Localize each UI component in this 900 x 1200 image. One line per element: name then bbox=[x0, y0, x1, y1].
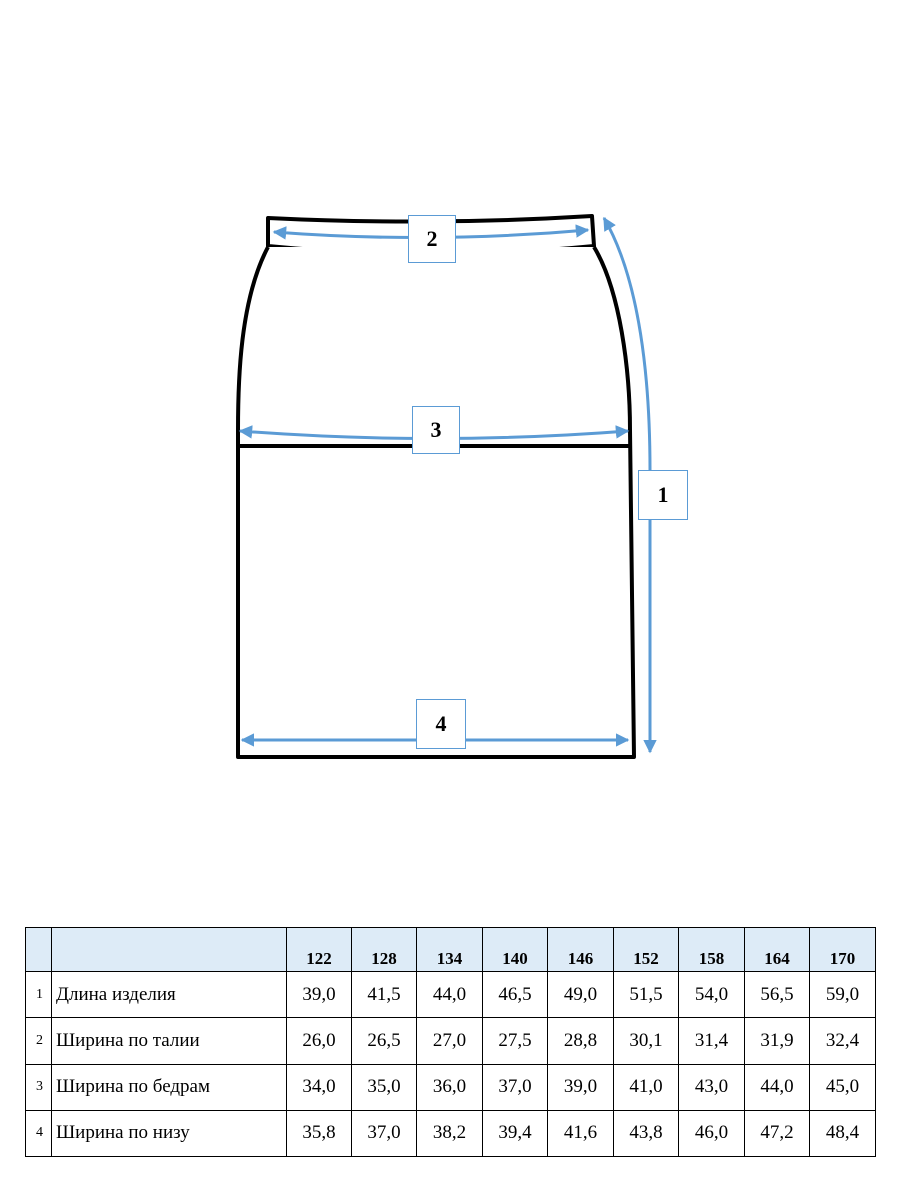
measurement-value: 46,0 bbox=[679, 1110, 745, 1156]
measurement-value: 34,0 bbox=[287, 1064, 352, 1110]
measurement-value: 36,0 bbox=[417, 1064, 483, 1110]
row-number: 2 bbox=[26, 1018, 52, 1064]
table-row bbox=[26, 972, 876, 1018]
label-waist: 2 bbox=[408, 215, 456, 263]
measurement-value: 26,5 bbox=[352, 1018, 417, 1064]
measurement-value: 43,8 bbox=[614, 1110, 679, 1156]
row-number: 3 bbox=[26, 1064, 52, 1110]
measurement-value: 46,5 bbox=[483, 972, 548, 1018]
size-header: 152 bbox=[614, 928, 679, 972]
header-num-cell bbox=[26, 928, 52, 972]
label-hips: 3 bbox=[412, 406, 460, 454]
size-header: 170 bbox=[810, 928, 876, 972]
measurement-value: 39,0 bbox=[548, 1064, 614, 1110]
measurement-value: 30,1 bbox=[614, 1018, 679, 1064]
measurement-value: 31,9 bbox=[745, 1018, 810, 1064]
measurement-value: 39,4 bbox=[483, 1110, 548, 1156]
skirt-body-outline bbox=[238, 247, 634, 757]
measurement-value: 41,6 bbox=[548, 1110, 614, 1156]
measurement-value: 49,0 bbox=[548, 972, 614, 1018]
measurement-value: 35,0 bbox=[352, 1064, 417, 1110]
measurement-value: 28,8 bbox=[548, 1018, 614, 1064]
size-header: 128 bbox=[352, 928, 417, 972]
measurement-value: 59,0 bbox=[810, 972, 876, 1018]
size-header: 164 bbox=[745, 928, 810, 972]
measurement-value: 48,4 bbox=[810, 1110, 876, 1156]
measurement-value: 27,5 bbox=[483, 1018, 548, 1064]
measurement-name: Ширина по низу bbox=[52, 1110, 287, 1156]
table-row bbox=[26, 1110, 876, 1156]
measurement-value: 56,5 bbox=[745, 972, 810, 1018]
size-header: 134 bbox=[417, 928, 483, 972]
measurement-name: Ширина по бедрам bbox=[52, 1064, 287, 1110]
measurement-value: 54,0 bbox=[679, 972, 745, 1018]
measurement-value: 51,5 bbox=[614, 972, 679, 1018]
measurement-value: 44,0 bbox=[417, 972, 483, 1018]
measurement-value: 45,0 bbox=[810, 1064, 876, 1110]
measurement-value: 26,0 bbox=[287, 1018, 352, 1064]
measurement-value: 27,0 bbox=[417, 1018, 483, 1064]
size-header: 146 bbox=[548, 928, 614, 972]
measurement-value: 37,0 bbox=[483, 1064, 548, 1110]
label-hem: 4 bbox=[416, 699, 466, 749]
measurement-value: 44,0 bbox=[745, 1064, 810, 1110]
measurement-name: Ширина по талии bbox=[52, 1018, 287, 1064]
size-header: 140 bbox=[483, 928, 548, 972]
size-header: 122 bbox=[287, 928, 352, 972]
measurement-name: Длина изделия bbox=[52, 972, 287, 1018]
measurement-value: 43,0 bbox=[679, 1064, 745, 1110]
table-row bbox=[26, 1018, 876, 1064]
size-header-row bbox=[26, 928, 876, 972]
measurement-value: 41,5 bbox=[352, 972, 417, 1018]
header-name-cell bbox=[52, 928, 287, 972]
measurement-value: 47,2 bbox=[745, 1110, 810, 1156]
measurement-value: 35,8 bbox=[287, 1110, 352, 1156]
measurement-value: 32,4 bbox=[810, 1018, 876, 1064]
label-length: 1 bbox=[638, 470, 688, 520]
measurement-value: 41,0 bbox=[614, 1064, 679, 1110]
table-row bbox=[26, 1064, 876, 1110]
row-number: 4 bbox=[26, 1110, 52, 1156]
measurement-value: 39,0 bbox=[287, 972, 352, 1018]
row-number: 1 bbox=[26, 972, 52, 1018]
size-header: 158 bbox=[679, 928, 745, 972]
measurement-value: 38,2 bbox=[417, 1110, 483, 1156]
measurement-value: 31,4 bbox=[679, 1018, 745, 1064]
size-table bbox=[25, 927, 876, 1157]
measurement-value: 37,0 bbox=[352, 1110, 417, 1156]
